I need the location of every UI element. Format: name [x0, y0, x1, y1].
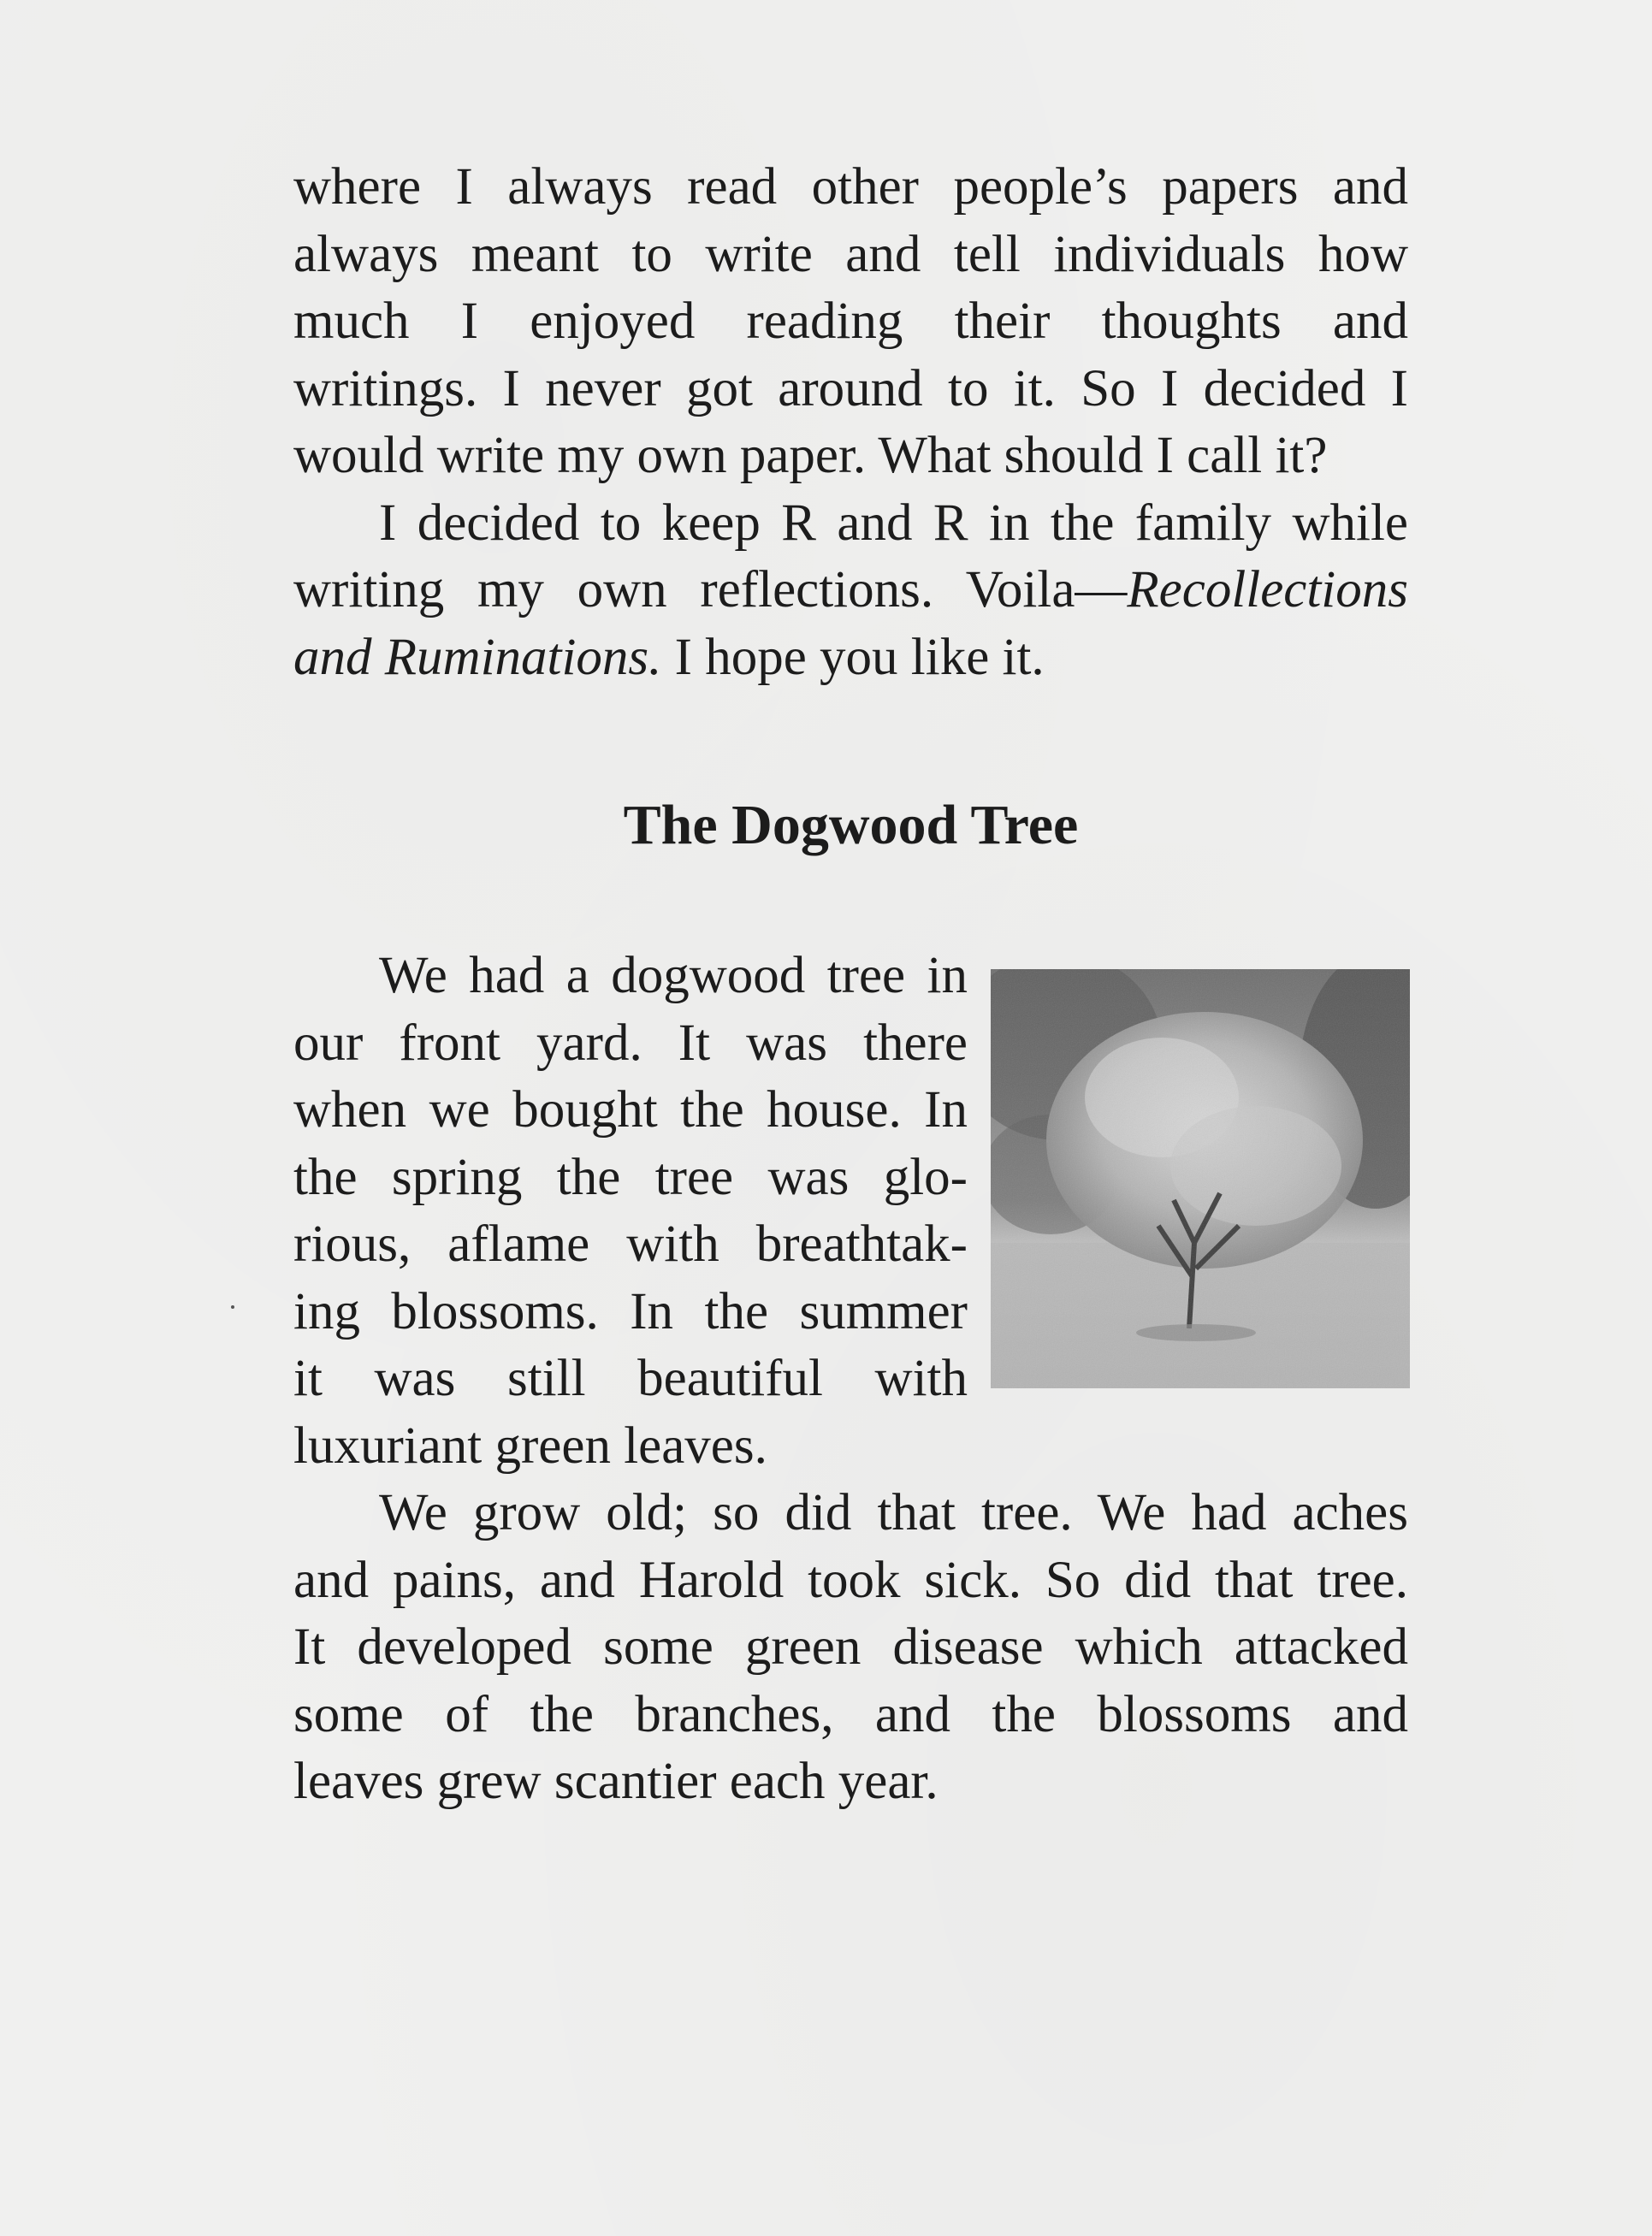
intro-line: always meant to write and tell individuals how [293, 225, 1408, 283]
book-title-italic: and Ruminations. [293, 628, 662, 686]
paragraph-line: and pains, and Harold took sick. So did that tree. [293, 1551, 1408, 1609]
intro-line: where I always read other people’s papers and [293, 158, 1408, 216]
after-paragraph [293, 1480, 1408, 1816]
intro-section [293, 154, 1408, 691]
intro-line: writings. I never got around to it. So I decided I [293, 359, 1408, 417]
scan-speck [231, 1305, 234, 1309]
intro-line: I decided to keep R and R in the family while [379, 494, 1408, 552]
paragraph-line: it was still beautiful with [293, 1350, 968, 1407]
intro-line: much I enjoyed reading their thoughts and [293, 293, 1408, 350]
intro-line: would write my own paper. What should I call it? [293, 427, 1328, 484]
paragraph-line: some of the branches, and the blossoms and [293, 1685, 1408, 1743]
wrap-paragraph [293, 943, 968, 1480]
paragraph-line: when we bought the house. In [293, 1081, 968, 1139]
paragraph-line: leaves grew scantier each year. [293, 1753, 939, 1810]
paragraph-line: luxuriant green leaves. [293, 1417, 767, 1475]
paragraph-line: our front yard. It was there [293, 1014, 968, 1072]
paragraph-line: rious, aflame with breathtak- [293, 1216, 968, 1273]
section-title: The Dogwood Tree [623, 794, 1079, 856]
intro-text: writing my own reflections. Voila— [293, 561, 1128, 618]
intro-line [293, 557, 1408, 624]
photo-grain [991, 969, 1410, 1388]
paragraph-line: the spring the tree was glo- [293, 1148, 968, 1206]
intro-line [293, 624, 1408, 692]
paragraph-line: We grow old; so did that tree. We had aches [379, 1484, 1408, 1541]
paragraph-line: ing blossoms. In the summer [293, 1282, 968, 1340]
paragraph-line: It developed some green disease which attacked [293, 1618, 1408, 1676]
book-title-italic: Recollections [1127, 561, 1408, 618]
paragraph-line: We had a dogwood tree in [379, 947, 968, 1004]
dogwood-tree-photo [991, 969, 1410, 1388]
intro-text: I hope you like it. [661, 628, 1045, 686]
